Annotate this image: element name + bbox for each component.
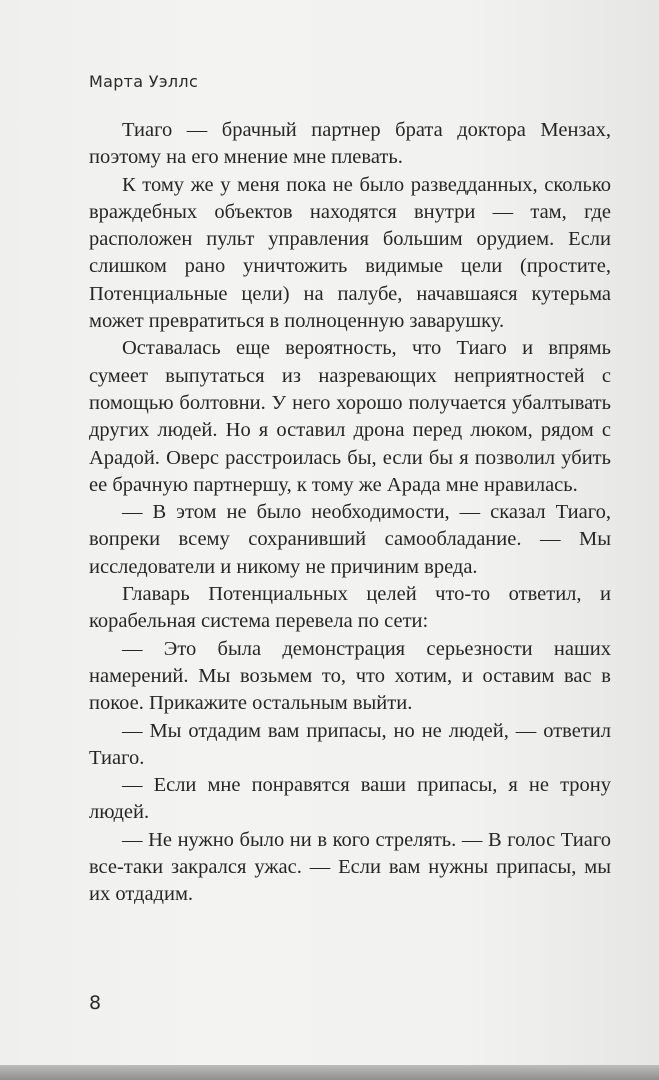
paragraph: Главарь Потенциальных целей что-то ответил, и корабельная система перевела по сети:	[89, 583, 611, 633]
page-bottom-edge	[0, 1065, 659, 1080]
dialogue-paragraph: — Не нужно было ни в кого стрелять. — В голос Тиаго все-таки закрался ужас. — Если вам нужны припасы, мы их отдадим.	[89, 828, 611, 906]
paragraph: Тиаго — брачный партнер брата доктора Мензах, поэтому на его мнение мне плевать.	[89, 119, 611, 169]
paragraph: К тому же у меня пока не было разведданных, сколько враждебных объектов находятся внутри — там, где расположен пульт управления большим орудием. Если слишком рано уничтожить видимые цели (простите, Потенциальные цели) на палубе, начавшаяся кутерьма может превратиться в полноценную заварушку.	[89, 173, 611, 333]
dialogue-paragraph: — Это была демонстрация серьезности наших намерений. Мы возьмем то, что хотим, и оставим вас в покое. Прикажите остальным выйти.	[89, 637, 611, 715]
dialogue-paragraph: — Если мне понравятся ваши припасы, я не трону людей.	[89, 774, 611, 824]
dialogue-paragraph: — В этом не было необходимости, — сказал Тиаго, вопреки всему сохранивший самообладание. — Мы исследователи и никому не причиним вреда.	[89, 501, 611, 578]
body-text	[89, 117, 611, 909]
dialogue-paragraph: — Мы отдадим вам припасы, но не людей, — ответил Тиаго.	[89, 719, 611, 769]
page-number: 8	[89, 992, 102, 1014]
running-head-author: Марта Уэллс	[89, 72, 199, 91]
paragraph: Оставалась еще вероятность, что Тиаго и впрямь сумеет выпутаться из назревающих неприятностей с помощью болтовни. У него хорошо получается убалтывать других людей. Но я оставил дрона перед люком, рядом с Арадой. Оверс расстроилась бы, если бы я позволил убить ее брачную партнершу, к тому же Арада мне нравилась.	[89, 337, 611, 496]
